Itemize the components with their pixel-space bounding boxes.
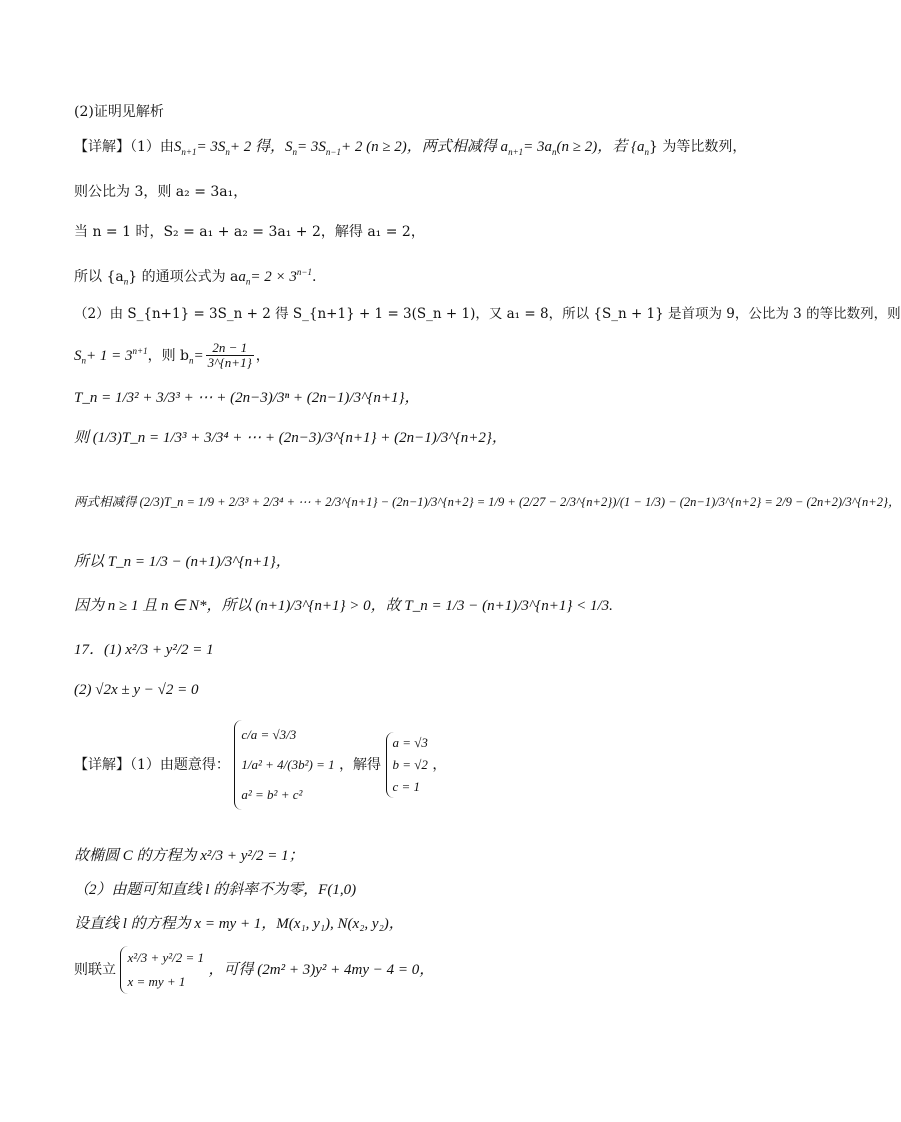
sub: n xyxy=(644,146,649,157)
sub: n+1 xyxy=(181,146,197,157)
math: = xyxy=(193,347,204,364)
line-general-term xyxy=(74,262,316,291)
sub: n xyxy=(225,146,230,157)
line-q17-detail xyxy=(74,720,446,810)
eq: c/a = √3/3 xyxy=(241,727,297,742)
line-part2-start: （2）由 S_{n+1} = 3S_n + 2 得 S_{n+1} + 1 = 3(S_n + 1)，又 a₁ = 8，所以 {S_n + 1} 是首项为 9，公比为 3 的等比数列，则 xyxy=(74,306,901,322)
eq: x = my + 1 xyxy=(127,974,186,989)
math: = 3a xyxy=(523,139,553,155)
text: ， xyxy=(432,757,447,773)
text: ，则 b xyxy=(147,347,189,364)
math: = 2 × 3 xyxy=(250,268,297,285)
line-q17-part2: (2) √2x ± y − √2 = 0 xyxy=(74,682,199,698)
line-line-equation: 设直线 l 的方程为 x = my + 1，M(x₁, y₁), N(x₂, y₂)， xyxy=(74,916,404,932)
sub: n xyxy=(189,355,194,366)
math: + 1 = 3 xyxy=(86,347,133,364)
line-Tn: T_n = 1/3² + 3/3³ + ⋯ + (2n−3)/3ⁿ + (2n−1)/3^{n+1}， xyxy=(74,390,420,406)
sub: n xyxy=(123,276,129,287)
eq: b = √2 xyxy=(392,757,428,772)
line-ellipse-equation: 故椭圆 C 的方程为 x²/3 + y²/2 = 1； xyxy=(74,848,304,864)
eq: x²/3 + y²/2 = 1 xyxy=(127,950,205,965)
text: ，解得 xyxy=(339,757,382,773)
line-n-equals-1: 当 n = 1 时，S₂ = a₁ + a₂ = 3a₁ + 2，解得 a₁ = 2， xyxy=(74,224,425,240)
line-Tn-result: 所以 T_n = 1/3 − (n+1)/3^{n+1}， xyxy=(74,554,291,570)
sub: n+1 xyxy=(508,146,524,157)
text: } 为等比数列， xyxy=(649,139,747,155)
bn-fraction xyxy=(206,341,254,370)
a-symbol: a xyxy=(238,268,246,285)
sub: n xyxy=(81,355,86,366)
equation-system xyxy=(234,720,334,810)
denominator: 3^{n+1} xyxy=(207,355,252,371)
text: 所以 {a xyxy=(74,268,124,285)
line-detail-1 xyxy=(74,137,746,162)
math: + 2 (n ≥ 2)，两式相减得 a xyxy=(340,139,509,155)
line-ratio: 则公比为 3，则 a₂ = 3a₁， xyxy=(74,184,248,200)
line-simultaneous xyxy=(74,946,434,994)
eq: a² = b² + c² xyxy=(241,787,303,802)
text: . xyxy=(311,268,317,285)
simultaneous-system xyxy=(120,946,204,994)
numerator: 2n − 1 xyxy=(206,341,254,356)
math: + 2 得，S xyxy=(229,139,293,155)
text: } 的通项公式为 a xyxy=(128,268,239,285)
math: (n ≥ 2)，若 {a xyxy=(556,139,645,155)
line-slope: （2）由题可知直线 l 的斜率不为零，F(1,0) xyxy=(74,882,357,898)
line-bn xyxy=(74,341,270,370)
line-q17-part1: 17．(1) x²/3 + y²/2 = 1 xyxy=(74,642,214,658)
sup: n+1 xyxy=(132,346,148,356)
sub: n xyxy=(245,276,251,287)
text: 【详解】（1）由 xyxy=(74,139,174,155)
line-inequality: 因为 n ≥ 1 且 n ∈ N*，所以 (n+1)/3^{n+1} > 0，故 T_n = 1/3 − (n+1)/3^{n+1} < 1/3. xyxy=(74,598,613,614)
eq: 1/a² + 4/(3b²) = 1 xyxy=(241,757,335,772)
eq: c = 1 xyxy=(392,779,421,794)
text: 则联立 xyxy=(74,962,116,978)
text: ， xyxy=(255,347,270,364)
text: 【详解】（1）由题意得： xyxy=(74,757,230,773)
solution-system xyxy=(386,732,428,798)
math: S xyxy=(173,139,182,155)
sub: n−1 xyxy=(325,146,341,157)
math: = 3S xyxy=(196,139,226,155)
sub: n xyxy=(552,146,557,157)
line-subtract: 两式相减得 (2/3)T_n = 1/9 + 2/3³ + 2/3⁴ + ⋯ + 2/3^{n+1} − (2n−1)/3^{n+2} = 1/9 + (2/27 − 2/3^{n+2})/(1 − 1/3) − (2n−1)/3^{n+2} = 2/9 − (2n+2)/3^{n+2}， xyxy=(74,495,901,509)
sub: n xyxy=(292,146,297,157)
math: S xyxy=(74,347,82,364)
math: ，可得 (2m² + 3)y² + 4my − 4 = 0， xyxy=(208,962,435,978)
math: = 3S xyxy=(297,139,326,155)
sup: n−1 xyxy=(296,267,312,277)
eq: a = √3 xyxy=(392,735,428,750)
line-third-Tn: 则 (1/3)T_n = 1/3³ + 3/3⁴ + ⋯ + (2n−3)/3^{n+1} + (2n−1)/3^{n+2}， xyxy=(74,430,507,446)
line-part2-answer: (2)证明见解析 xyxy=(74,104,164,120)
